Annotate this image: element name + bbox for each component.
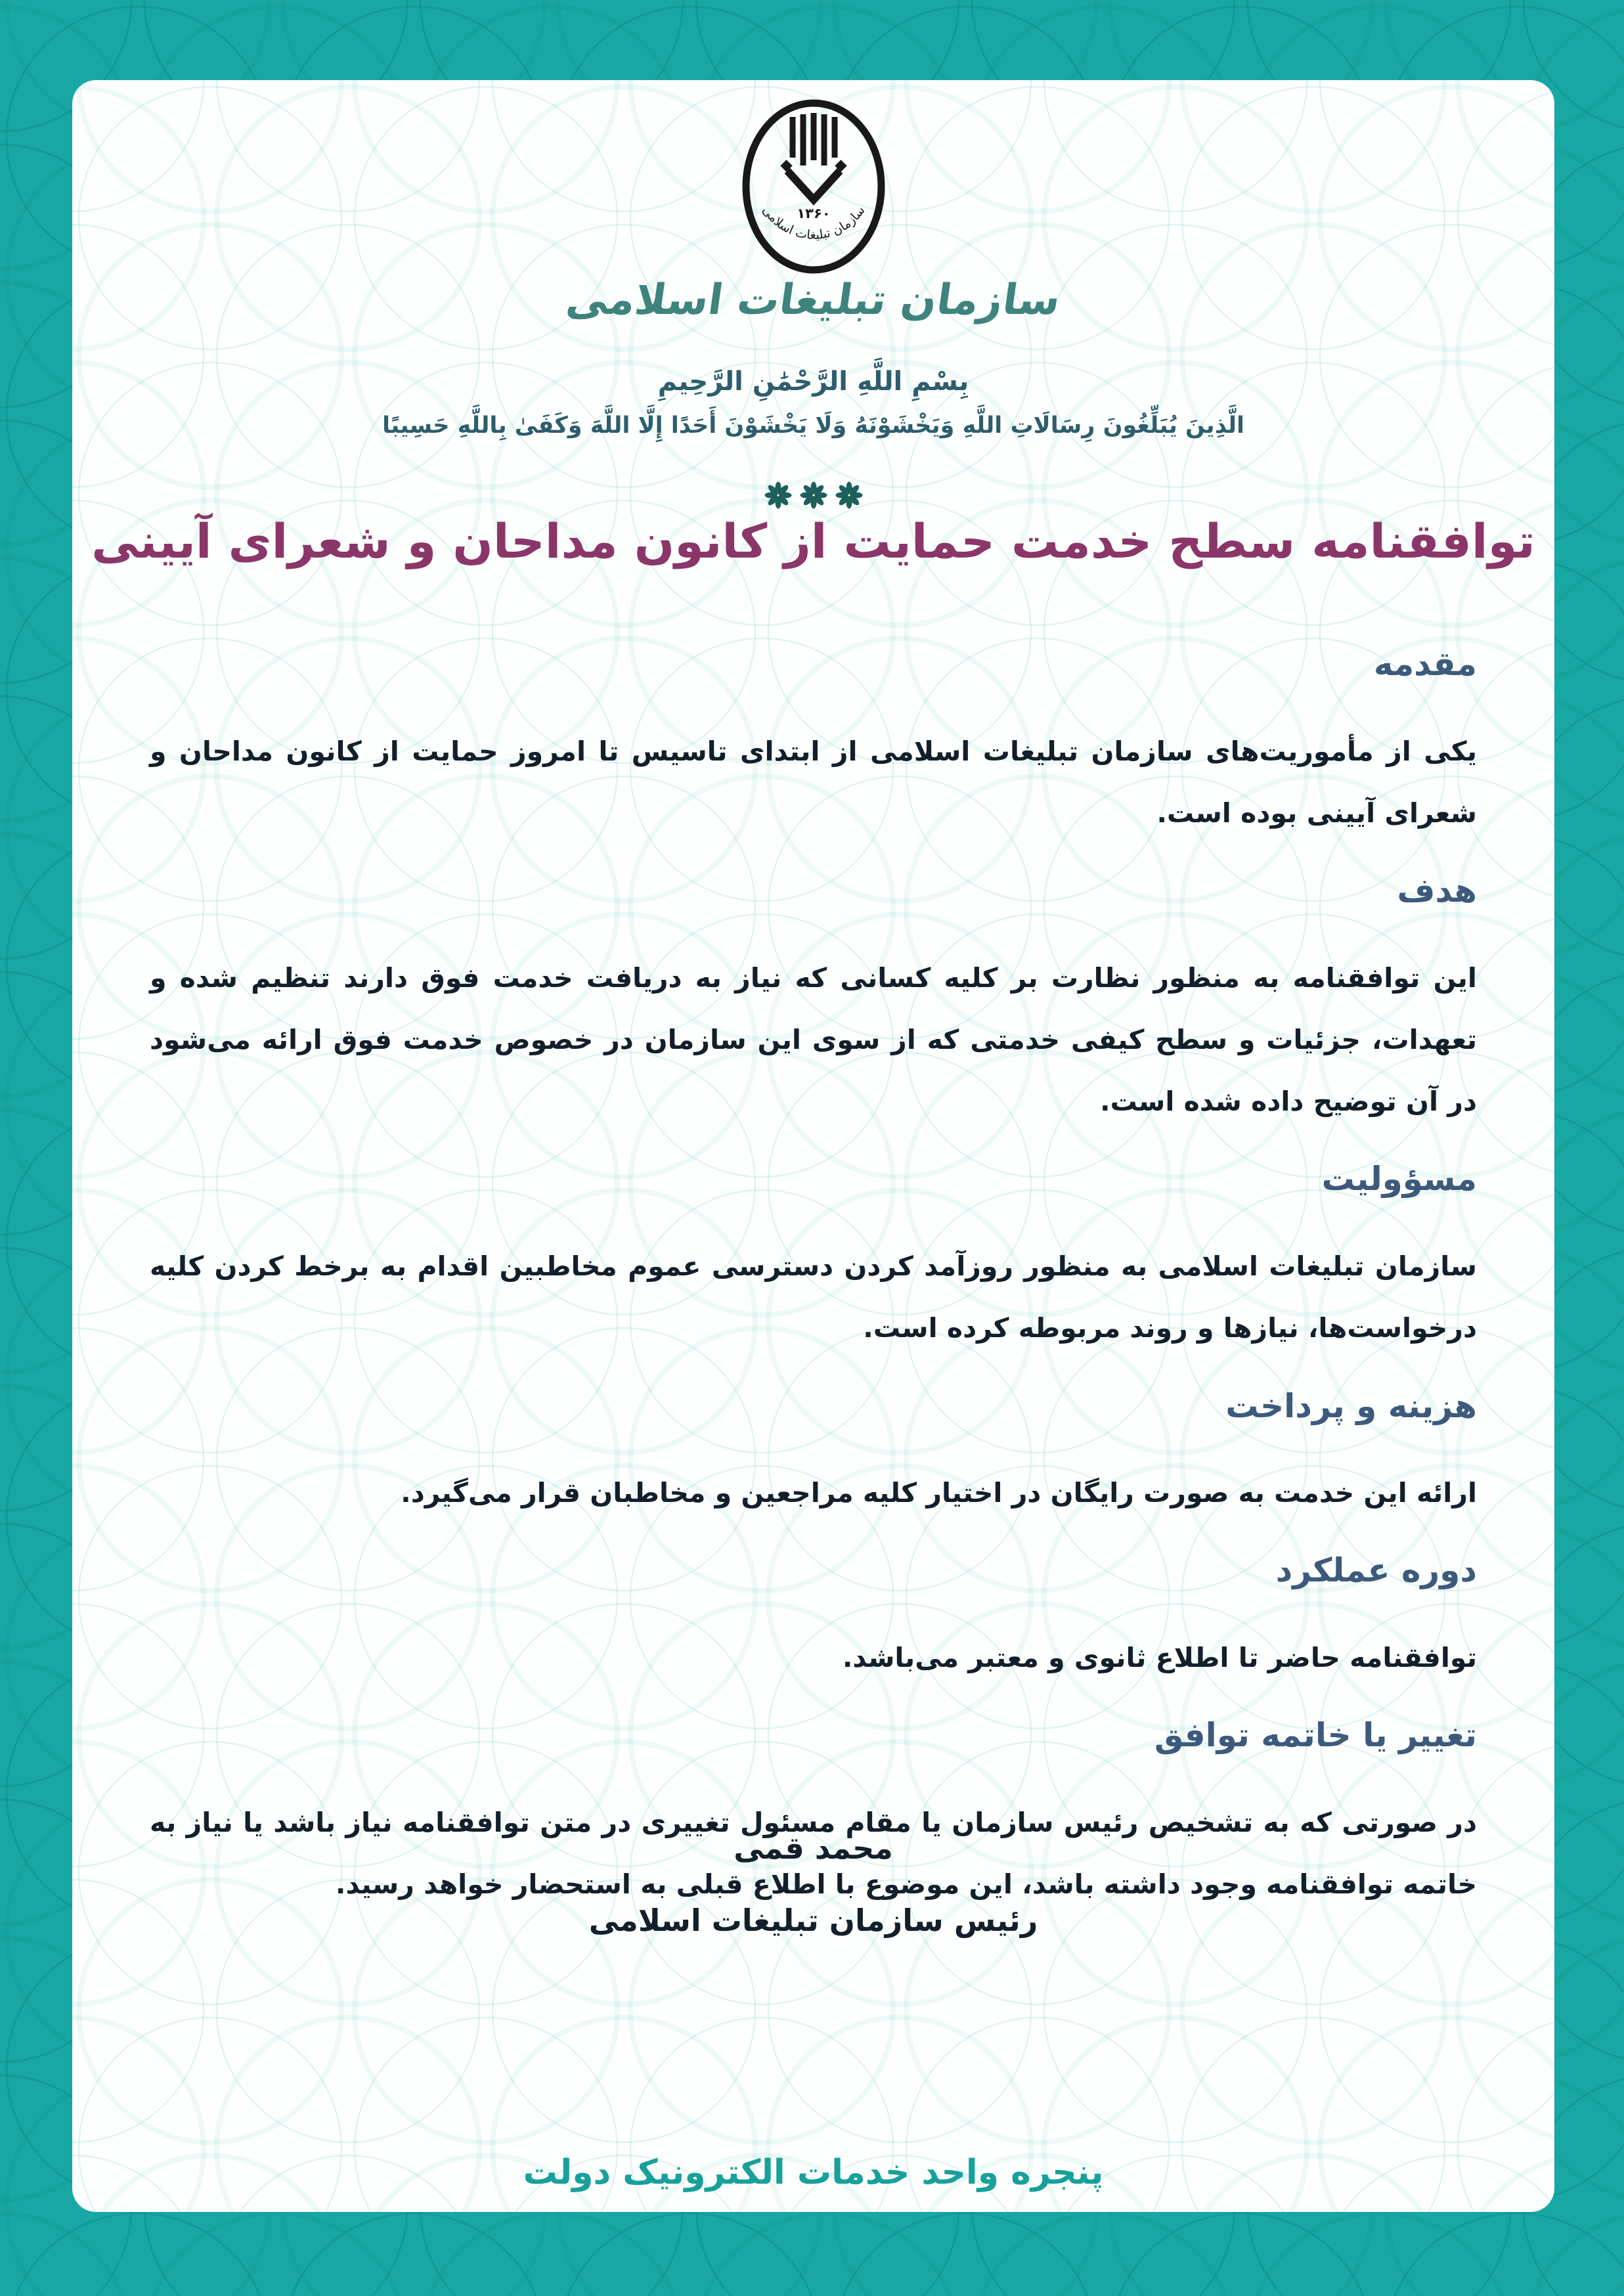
- section-goal-heading: هدف: [1397, 872, 1477, 910]
- quran-verse: الَّذِينَ يُبَلِّغُونَ رِسَالَاتِ اللَّهِ وَيَخْشَوْنَهُ وَلَا يَخْشَوْنَ أَحَدًا إِلَّا اللَّهَ وَكَفَىٰ بِاللَّهِ حَسِيبًا: [382, 412, 1245, 439]
- section-change-or-termination-heading: تغییر یا خاتمه توافق: [1154, 1716, 1477, 1755]
- emblem-seal-icon: [737, 97, 890, 292]
- bismillah-text: بِسْمِ اللَّهِ الرَّحْمَٰنِ الرَّحِيمِ: [657, 366, 969, 397]
- divider-stars: [72, 481, 1554, 512]
- organization-emblem: [72, 97, 1554, 294]
- org-calligraphy: سازمان تبلیغات اسلامی: [563, 276, 1064, 324]
- section-performance-period: [150, 1550, 1477, 1689]
- allah-kufi-mark: [787, 113, 840, 200]
- section-goal: [150, 870, 1477, 1132]
- section-intro-heading: مقدمه: [1373, 645, 1477, 683]
- section-responsibility: [150, 1159, 1477, 1359]
- section-cost-and-payment-body: ارائه این خدمت به صورت رایگان در اختیار کلیه مراجعین و مخاطبان قرار می‌گیرد.: [401, 1477, 1477, 1509]
- divider-stars-icon: [761, 481, 866, 510]
- footer-egov-text: پنجره واحد خدمات الکترونیک دولت: [523, 2153, 1104, 2192]
- emblem-year: ۱۳۶۰: [796, 206, 831, 221]
- section-change-or-termination-body: در صورتی که به تشخیص رئیس سازمان یا مقام مسئول تغییری در متن توافقنامه نیاز باشد یا نیاز به خاتمه توافقنامه وجود داشته باشد، این موضوع با اطلاع قبلی به استحضار خواهد رسید.: [150, 1806, 1477, 1900]
- signatory-name: محمد قمی: [734, 1830, 893, 1866]
- section-cost-and-payment-heading: هزینه و پرداخت: [1225, 1386, 1477, 1425]
- document-title: توافقنامه سطح خدمت حمایت از کانون مداحان و شعرای آیینی: [91, 514, 1535, 569]
- section-responsibility-heading: مسؤولیت: [1321, 1160, 1477, 1199]
- section-cost-and-payment: [150, 1386, 1477, 1524]
- signatory-role: رئیس سازمان تبلیغات اسلامی: [588, 1903, 1038, 1938]
- section-responsibility-body: سازمان تبلیغات اسلامی به منظور روزآمد کردن دسترسی عموم مخاطبین اقدام به برخط کردن کلیه درخواست‌ها، نیازها و روند مربوطه کرده است.: [150, 1250, 1477, 1344]
- section-intro-body: یکی از مأموریت‌های سازمان تبلیغات اسلامی از ابتدای تاسیس تا امروز حمایت از کانون مداحان و شعرای آیینی بوده است.: [150, 735, 1477, 829]
- section-goal-body: این توافقنامه به منظور نظارت بر کلیه کسانی که نیاز به دریافت خدمت فوق دارند تنظیم شده و تعهدات، جزئیات و سطح کیفی خدمتی که از سوی این سازمان در خصوص خدمت فوق ارائه می‌شود در آن توضیح داده شده است.: [150, 961, 1477, 1118]
- section-performance-period-body: توافقنامه حاضر تا اطلاع ثانوی و معتبر می‌باشد.: [842, 1641, 1477, 1673]
- section-performance-period-heading: دوره عملکرد: [1275, 1551, 1477, 1590]
- signature-block: [72, 1830, 1554, 1938]
- document-body: [150, 644, 1477, 1941]
- section-intro: [150, 644, 1477, 844]
- document-card: [72, 80, 1554, 2212]
- emblem-caption-curved: سازمان تبلیغات اسلامی: [758, 203, 868, 242]
